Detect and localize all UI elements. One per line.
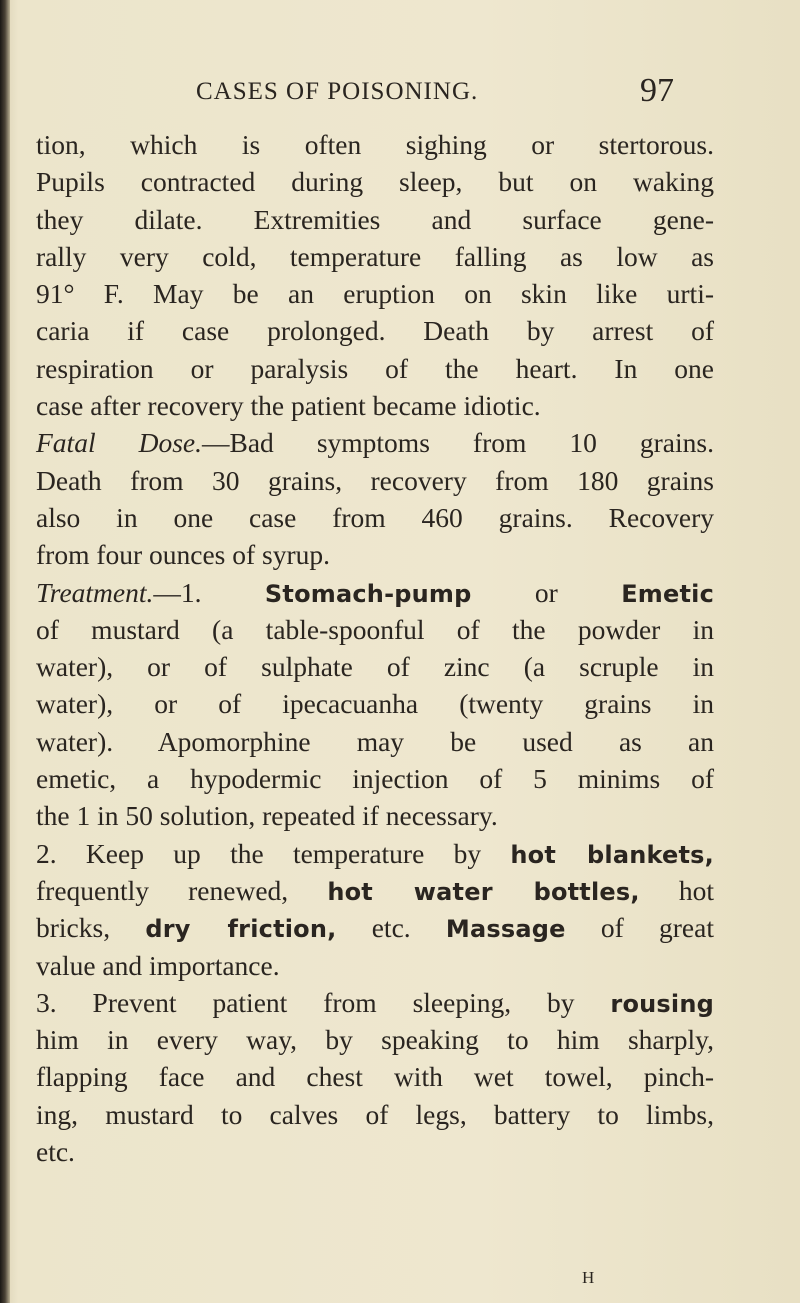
text-line: Pupils contracted during sleep, but on waking: [36, 166, 714, 198]
bold-term: Emetic: [621, 579, 714, 608]
text-line: caria if case prolonged. Death by arrest of: [36, 315, 714, 347]
signature-mark: H: [582, 1268, 596, 1287]
text-line: tion, which is often sighing or stertorous.: [36, 129, 714, 160]
text-line: emetic, a hypodermic injection of 5 minims of: [36, 763, 714, 795]
treatment-line: Treatment.—1. Stomach-pump or Emetic: [36, 576, 714, 608]
running-head-title: CASES OF POISONING.: [196, 78, 479, 105]
page-number: 97: [640, 72, 674, 109]
bold-term: hot blankets,: [510, 840, 714, 869]
text-line: of mustard (a table-spoonful of the powder in: [36, 613, 714, 645]
text-line: Death from 30 grains, recovery from 180 grains: [36, 464, 714, 496]
text-line: from four ounces of syrup.: [36, 539, 331, 571]
page-spine-shadow: [0, 0, 10, 1303]
bold-term: dry friction,: [145, 915, 337, 944]
text-line: bricks, dry friction, etc. Massage of great: [36, 912, 714, 944]
bold-term: hot water bottles,: [327, 877, 640, 906]
running-head: [36, 72, 736, 112]
text-line: respiration or paralysis of the heart. In one: [36, 352, 714, 384]
text-line: water), or of sulphate of zinc (a scruple in: [36, 651, 714, 683]
text-line: 91° F. May be an eruption on skin like urti-: [36, 278, 714, 310]
text-line: ing, mustard to calves of legs, battery to limbs,: [36, 1098, 714, 1130]
text-line: the 1 in 50 solution, repeated if necessary.: [36, 800, 498, 832]
text-line: frequently renewed, hot water bottles, hot: [36, 874, 714, 906]
text-line: him in every way, by speaking to him sharply,: [36, 1024, 714, 1056]
text-line: water). Apomorphine may be used as an: [36, 725, 714, 757]
fatal-dose-label: Fatal Dose.: [36, 427, 202, 459]
item-3-line: 3. Prevent patient from sleeping, by rousing: [36, 986, 714, 1018]
fatal-dose-line: Fatal Dose.—Bad symptoms from 10 grains.: [36, 427, 714, 459]
text-line: case after recovery the patient became idiotic.: [36, 390, 541, 422]
item-2-line: 2. Keep up the temperature by hot blankets,: [36, 837, 714, 869]
treatment-label: Treatment.: [36, 576, 154, 608]
bold-term: Stomach-pump: [264, 579, 472, 608]
bold-term: rousing: [610, 989, 714, 1018]
text-line: water), or of ipecacuanha (twenty grains in: [36, 688, 714, 720]
body-text: [36, 126, 714, 1170]
text-line: etc.: [36, 1136, 75, 1168]
text-line: value and importance.: [36, 949, 280, 981]
bold-term: Massage: [445, 915, 566, 944]
text-line: also in one case from 460 grains. Recovery: [36, 501, 714, 533]
text-line: flapping face and chest with wet towel, pinch-: [36, 1061, 714, 1093]
text-line: rally very cold, temperature falling as low as: [36, 240, 714, 272]
text-line: they dilate. Extremities and surface gene-: [36, 203, 714, 235]
